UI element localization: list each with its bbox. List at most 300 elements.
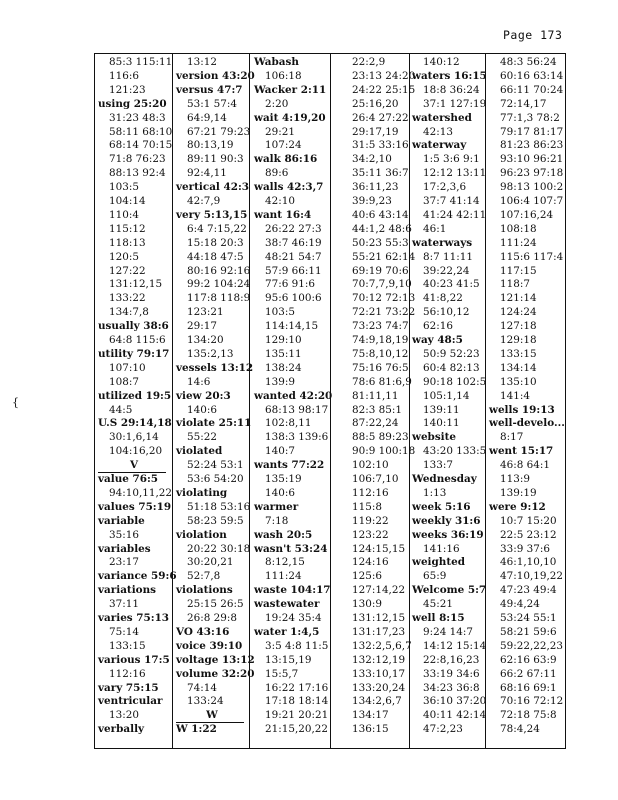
index-entry-refs: 37:1 127:19 [423,97,487,110]
index-entry-refs: 103:5 [109,181,139,194]
index-entry-refs: 75:14 [109,625,139,638]
index-entry-term: warmer [254,500,299,513]
index-entry-refs: 50:23 55:3 [352,236,409,249]
index-entry-refs: 71:8 76:23 [109,153,166,166]
index-entry-refs: 75:8,10,12 [352,347,409,360]
index-entry-term: vertical 42:3 [176,181,250,194]
index-entry-refs: 14:6 [187,375,211,388]
index-entry-refs: 102:10 [352,459,389,472]
index-entry-refs: 127:22 [109,264,146,277]
index-entry-refs: 99:2 104:24 [187,278,251,291]
index-entry-refs: 133:20,24 [352,681,406,694]
index-entry-refs: 127:14,22 [352,584,406,597]
index-entry-refs: 53:6 54:20 [187,473,244,485]
index-entry-refs: 133:10,17 [352,667,406,680]
index-entry-refs: 123:21 [187,306,224,319]
index-entry-refs: 20:22 30:18 [187,542,251,555]
index-entry-term: value 76:5 [98,473,159,485]
index-entry-term: vessels 13:12 [176,361,254,374]
index-entry-refs: 47:10,19,22 [500,570,563,583]
index-entry-refs: 135:11 [265,347,302,360]
index-entry-refs: 112:16 [109,667,146,680]
index-entry-refs: 115:8 [352,500,382,513]
index-entry-refs: 19:24 35:4 [265,612,322,624]
index-entry-refs: 24:22 25:15 [352,83,416,96]
index-entry-refs: 9:24 14:7 [423,625,473,638]
index-entry-term: vary 75:15 [98,681,159,694]
index-entry-refs: 42:7,9 [187,195,221,207]
index-entry-term: various 17:5 [98,653,170,666]
index-entry-refs: 49:4,24 [500,598,540,611]
index-entry-refs: 44:5 [109,403,133,416]
index-entry-refs: 89:11 90:3 [187,153,244,166]
index-entry-refs: 134:17 [352,709,389,722]
index-entry-term: way 48:5 [412,334,463,346]
index-column-3 [254,56,333,748]
index-entry-refs: 34:23 36:8 [423,681,480,694]
index-entry-refs: 53:24 55:1 [500,612,557,624]
index-entry-term: Wednesday [412,473,477,485]
index-entry-refs: 107:10 [109,361,146,374]
index-entry-refs: 17:18 18:14 [265,695,329,708]
index-entry-term: wait 4:19,20 [254,111,326,124]
index-entry-refs: 116:6 [109,69,139,82]
index-entry-refs: 37:11 [109,598,139,611]
index-entry-refs: 68:13 98:17 [265,403,329,416]
index-entry-refs: 3:5 4:8 11:5 [265,639,329,652]
index-entry-refs: 22:2,9 [352,56,386,68]
index-entry-refs: 10:7 15:20 [500,514,557,527]
index-entry-refs: 133:24 [187,695,224,708]
index-entry-refs: 23:13 24:20 [352,69,416,82]
index-entry-refs: 85:3 115:11 [109,56,173,68]
index-entry-refs: 15:18 20:3 [187,236,244,249]
index-entry-refs: 21:15,20,22 [265,723,328,736]
page-number: Page 173 [503,28,563,42]
index-entry-refs: 29:17 [187,320,217,333]
index-entry-refs: 70:12 72:13 [352,292,416,305]
index-entry-refs: 110:4 [109,208,139,221]
margin-mark: { [12,396,19,409]
index-entry-refs: 130:9 [352,598,382,611]
index-entry-refs: 74:9,18,19 [352,334,409,346]
column-rule [172,53,173,749]
index-entry-refs: 72:18 75:8 [500,709,557,722]
index-entry-refs: 55:21 62:14 [352,250,416,263]
index-entry-term: week 5:16 [412,500,471,513]
index-entry-refs: 60:4 82:13 [423,361,480,374]
index-entry-refs: 52:7,8 [187,570,221,583]
index-entry-term: version 43:20 [176,69,255,82]
index-entry-refs: 133:7 [423,459,453,472]
index-entry-refs: 102:8,11 [265,417,312,430]
index-entry-refs: 35:16 [109,528,139,541]
index-entry-term: were 9:12 [489,500,546,513]
index-entry-refs: 106:4 107:7 [500,195,564,207]
index-entry-refs: 140:11 [423,417,460,430]
index-entry-term: view 20:3 [176,389,231,402]
index-entry-refs: 51:18 53:16 [187,500,251,513]
index-entry-term: utility 79:17 [98,347,170,360]
index-entry-refs: 34:2,10 [352,153,392,166]
index-entry-refs: 26:22 27:3 [265,222,322,235]
index-entry-refs: 134:14 [500,361,537,374]
index-entry-refs: 119:22 [352,514,389,527]
index-entry-refs: 64:8 115:6 [109,334,166,346]
index-entry-refs: 1:5 3:6 9:1 [423,153,480,166]
index-entry-refs: 96:23 97:18 [500,167,564,180]
index-entry-term: Wacker 2:11 [254,83,327,96]
index-entry-refs: 132:12,19 [352,653,406,666]
index-entry-refs: 78:6 81:6,9 [352,375,412,388]
index-entry-refs: 13:20 [109,709,139,722]
index-entry-term: violate 25:11 [176,417,252,430]
index-entry-refs: 23:17 [109,556,139,569]
index-entry-refs: 46:1 [423,222,447,235]
index-entry-refs: 90:18 102:5 [423,375,487,388]
index-entry-refs: 88:5 89:23 [352,431,409,444]
index-entry-term: voltage 13:12 [176,653,255,666]
index-entry-term: wells 19:13 [489,403,555,416]
index-entry-term: wants 77:22 [254,459,325,472]
index-entry-refs: 15:5,7 [265,667,299,680]
index-entry-refs: 25:15 26:5 [187,598,244,611]
index-entry-term: violation [176,528,227,541]
index-entry-refs: 72:21 73:22 [352,306,416,319]
index-entry-term: wastewater [254,598,320,611]
index-entry-term: variables [98,542,151,555]
index-entry-refs: 138:24 [265,361,302,374]
index-entry-refs: 93:10 96:21 [500,153,564,166]
index-entry-term: Wabash [254,56,299,68]
index-entry-refs: 16:22 17:16 [265,681,329,694]
index-entry-refs: 40:23 41:5 [423,278,480,291]
index-entry-refs: 136:15 [352,723,389,736]
index-entry-refs: 37:7 41:14 [423,195,480,207]
index-entry-refs: 72:14,17 [500,97,547,110]
index-entry-refs: 26:8 29:8 [187,612,237,624]
index-entry-term: very 5:13,15 [176,208,248,221]
index-entry-refs: 25:16,20 [352,97,399,110]
index-entry-refs: 124:16 [352,556,389,569]
index-entry-refs: 8:17 [500,431,524,444]
index-entry-refs: 22:5 23:12 [500,528,557,541]
index-entry-refs: 80:16 92:16 [187,264,251,277]
index-entry-refs: 44:1,2 48:6 [352,222,412,235]
index-entry-term: walk 86:16 [254,153,318,166]
index-entry-refs: 33:19 34:6 [423,667,480,680]
index-entry-refs: 118:13 [109,236,146,249]
index-entry-refs: 62:16 63:9 [500,653,557,666]
index-entry-refs: 134:7,8 [109,306,149,319]
index-entry-refs: 115:6 117:4 [500,250,564,263]
index-entry-refs: 41:24 42:11 [423,208,487,221]
index-entry-refs: 114:14,15 [265,320,319,333]
index-entry-refs: 107:16,24 [500,208,554,221]
index-entry-term: walls 42:3,7 [254,181,324,194]
index-entry-refs: 30:20,21 [187,556,234,569]
index-entry-refs: 33:9 37:6 [500,542,550,555]
index-entry-refs: 55:22 [187,431,217,444]
index-entry-term: watershed [412,111,472,124]
index-entry-refs: 82:3 85:1 [352,403,402,416]
index-entry-refs: 29:21 [265,125,295,138]
index-entry-refs: 12:12 13:11 [423,167,487,180]
index-entry-refs: 123:22 [352,528,389,541]
index-entry-refs: 68:16 69:1 [500,681,557,694]
index-entry-refs: 43:20 133:5 [423,445,487,458]
index-entry-refs: 57:9 66:11 [265,264,322,277]
index-entry-refs: 139:19 [500,486,537,499]
index-entry-refs: 59:22,22,23 [500,639,563,652]
index-entry-refs: 111:24 [500,236,537,249]
index-entry-refs: 95:6 100:6 [265,292,322,305]
index-entry-term: waters 16:15 [412,69,487,82]
index-entry-term: weekly 31:6 [412,514,481,527]
index-entry-term: waterway [412,139,467,152]
index-entry-refs: 35:11 36:7 [352,167,409,180]
index-entry-refs: 67:21 79:23 [187,125,251,138]
index-entry-refs: 26:4 27:22 [352,111,409,124]
index-entry-refs: 105:1,14 [423,389,470,402]
index-entry-term: volume 32:20 [176,667,255,680]
index-entry-refs: 98:13 100:2 [500,181,564,194]
index-entry-refs: 89:6 [265,167,289,180]
index-entry-refs: 134:2,6,7 [352,695,402,708]
index-letter-header: V [129,459,139,472]
index-entry-refs: 129:10 [265,334,302,346]
index-entry-refs: 14:12 15:14 [423,639,487,652]
index-entry-refs: 1:13 [423,486,447,499]
index-entry-refs: 117:8 118:9 [187,292,251,305]
index-entry-refs: 131:12,15 [352,612,406,624]
index-entry-refs: 104:16,20 [109,445,163,458]
index-entry-refs: 121:23 [109,83,146,96]
index-column-2 [176,56,255,748]
index-entry-term: went 15:17 [489,445,554,458]
index-entry-refs: 17:2,3,6 [423,181,467,194]
index-entry-term: varies 75:13 [98,612,170,624]
index-entry-refs: 131:12,15 [109,278,163,291]
index-entry-refs: 70:16 72:12 [500,695,564,708]
index-entry-refs: 79:17 81:17 [500,125,564,138]
index-entry-refs: 90:9 100:18 [352,445,416,458]
index-entry-refs: 48:3 56:24 [500,56,557,68]
index-entry-refs: 40:11 42:14 [423,709,487,722]
index-entry-refs: 36:10 37:20 [423,695,487,708]
index-entry-refs: 107:24 [265,139,302,152]
index-entry-term: weeks 36:19 [412,528,484,541]
index-entry-refs: 39:9,23 [352,195,392,207]
index-entry-term: versus 47:7 [176,83,243,96]
index-entry-refs: 103:5 [265,306,295,319]
index-entry-term: waterways [412,236,473,249]
index-entry-term: violating [176,486,228,499]
index-entry-refs: 141:16 [423,542,460,555]
index-entry-refs: 131:17,23 [352,625,406,638]
index-entry-refs: 64:9,14 [187,111,227,124]
index-entry-term: violations [176,584,233,597]
index-entry-refs: 140:6 [265,486,295,499]
index-entry-refs: 31:23 48:3 [109,111,166,124]
index-entry-refs: 29:17,19 [352,125,399,138]
index-entry-refs: 120:5 [109,250,139,263]
index-entry-refs: 52:24 53:1 [187,459,244,472]
index-column-6 [489,56,563,748]
index-entry-term: violated [176,445,223,458]
index-entry-refs: 41:8,22 [423,292,463,305]
index-entry-refs: 39:22,24 [423,264,470,277]
index-entry-refs: 108:7 [109,375,139,388]
index-entry-term: W 1:22 [176,723,217,736]
index-entry-refs: 135:19 [265,473,302,485]
index-entry-refs: 124:15,15 [352,542,406,555]
index-entry-refs: 6:4 7:15,22 [187,222,247,235]
index-entry-refs: 87:22,24 [352,417,399,430]
index-entry-refs: 80:13,19 [187,139,234,152]
index-entry-refs: 56:10,12 [423,306,470,319]
index-entry-refs: 108:18 [500,222,537,235]
index-entry-term: ventricular [98,695,163,708]
index-entry-refs: 48:21 54:7 [265,250,322,263]
index-entry-refs: 22:8,16,23 [423,653,480,666]
index-entry-refs: 62:16 [423,320,453,333]
index-entry-term: website [412,431,457,444]
index-entry-term: values 75:19 [98,500,172,513]
index-entry-term: well 8:15 [412,612,465,624]
index-entry-refs: 2:20 [265,97,289,110]
index-entry-refs: 133:15 [500,347,537,360]
index-entry-refs: 135:2,13 [187,347,234,360]
index-entry-refs: 125:6 [352,570,382,583]
index-entry-term: want 16:4 [254,208,312,221]
index-entry-term: waste 104:17 [254,584,331,597]
index-entry-refs: 13:15,19 [265,653,312,666]
index-letter-header: W [206,709,218,722]
index-entry-refs: 47:2,23 [423,723,463,736]
index-entry-refs: 65:9 [423,570,447,583]
index-entry-term: wanted 42:20 [254,389,333,402]
index-entry-refs: 58:11 68:10 [109,125,173,138]
index-entry-refs: 94:10,11,22 [109,486,172,499]
index-entry-refs: 30:1,6,14 [109,431,159,444]
index-entry-term: water 1:4,5 [254,625,320,638]
index-entry-refs: 135:10 [500,375,537,388]
index-entry-term: variations [98,584,157,597]
index-entry-refs: 47:23 49:4 [500,584,557,597]
index-entry-refs: 44:18 47:5 [187,250,244,263]
index-column-1 [98,56,177,748]
index-entry-refs: 140:7 [265,445,295,458]
index-entry-term: U.S 29:14,18 [98,417,172,430]
index-entry-refs: 73:23 74:7 [352,320,409,333]
index-entry-refs: 132:2,5,6,7 [352,639,412,652]
index-entry-refs: 113:9 [500,473,530,485]
index-entry-refs: 77:6 91:6 [265,278,315,291]
index-entry-refs: 18:8 36:24 [423,83,480,96]
index-entry-refs: 8:7 11:11 [423,250,473,263]
index-entry-term: wash 20:5 [254,528,313,541]
index-entry-refs: 127:18 [500,320,537,333]
index-entry-refs: 19:21 20:21 [265,709,329,722]
index-entry-refs: 45:21 [423,598,453,611]
index-entry-refs: 46:1,10,10 [500,556,557,569]
index-entry-term: weighted [412,556,465,569]
index-entry-refs: 81:11,11 [352,389,399,402]
index-entry-refs: 140:6 [187,403,217,416]
index-entry-refs: 140:12 [423,56,460,68]
index-entry-refs: 129:18 [500,334,537,346]
index-entry-refs: 138:3 139:6 [265,431,329,444]
index-entry-term: wasn't 53:24 [254,542,328,555]
index-entry-refs: 58:21 59:6 [500,625,557,638]
index-entry-refs: 66:11 70:24 [500,83,564,96]
index-entry-refs: 118:7 [500,278,530,291]
index-entry-refs: 42:13 [423,125,453,138]
index-entry-refs: 88:13 92:4 [109,167,166,180]
index-entry-refs: 133:22 [109,292,146,305]
index-entry-refs: 77:1,3 78:2 [500,111,560,124]
index-entry-refs: 46:8 64:1 [500,459,550,472]
index-column-4 [341,56,416,748]
index-entry-refs: 60:16 63:14 [500,69,564,82]
index-entry-refs: 53:1 57:4 [187,97,237,110]
index-entry-refs: 74:14 [187,681,217,694]
index-entry-refs: 141:4 [500,389,530,402]
index-column-5 [412,56,487,748]
index-entry-refs: 111:24 [265,570,302,583]
index-entry-refs: 124:24 [500,306,537,319]
index-entry-refs: 104:14 [109,195,146,207]
index-entry-term: well-develo... [489,417,565,430]
index-entry-term: utilized 19:5 [98,389,172,402]
index-entry-refs: 92:4,11 [187,167,227,180]
index-entry-refs: 36:11,23 [352,181,399,194]
index-entry-refs: 38:7 46:19 [265,236,322,249]
index-entry-refs: 133:15 [109,639,146,652]
index-entry-term: VO 43:16 [176,625,230,638]
index-entry-refs: 13:12 [187,56,217,68]
index-entry-term: Welcome 5:7 [412,584,487,597]
index-entry-term: using 25:20 [98,97,167,110]
index-entry-refs: 7:18 [265,514,289,527]
index-entry-term: voice 39:10 [176,639,243,652]
index-entry-refs: 50:9 52:23 [423,347,480,360]
index-entry-term: variable [98,514,145,527]
index-entry-refs: 112:16 [352,486,389,499]
index-entry-term: verbally [98,723,145,736]
index-entry-refs: 68:14 70:15 [109,139,173,152]
index-entry-refs: 66:2 67:11 [500,667,557,680]
index-entry-term: usually 38:6 [98,320,169,333]
index-entry-refs: 117:15 [500,264,537,277]
index-entry-refs: 134:20 [187,334,224,346]
index-entry-refs: 106:7,10 [352,473,399,485]
index-entry-refs: 75:16 76:5 [352,361,409,374]
index-entry-refs: 69:19 70:6 [352,264,409,277]
index-entry-refs: 115:12 [109,222,146,235]
index-entry-refs: 78:4,24 [500,723,540,736]
index-entry-refs: 106:18 [265,69,302,82]
index-entry-term: variance 59:6 [98,570,177,583]
index-entry-refs: 42:10 [265,195,295,207]
index-entry-refs: 81:23 86:23 [500,139,564,152]
index-entry-refs: 139:9 [265,375,295,388]
index-entry-refs: 139:11 [423,403,460,416]
index-entry-refs: 58:23 59:5 [187,514,244,527]
index-entry-refs: 121:14 [500,292,537,305]
index-entry-refs: 70:7,7,9,10 [352,278,412,291]
